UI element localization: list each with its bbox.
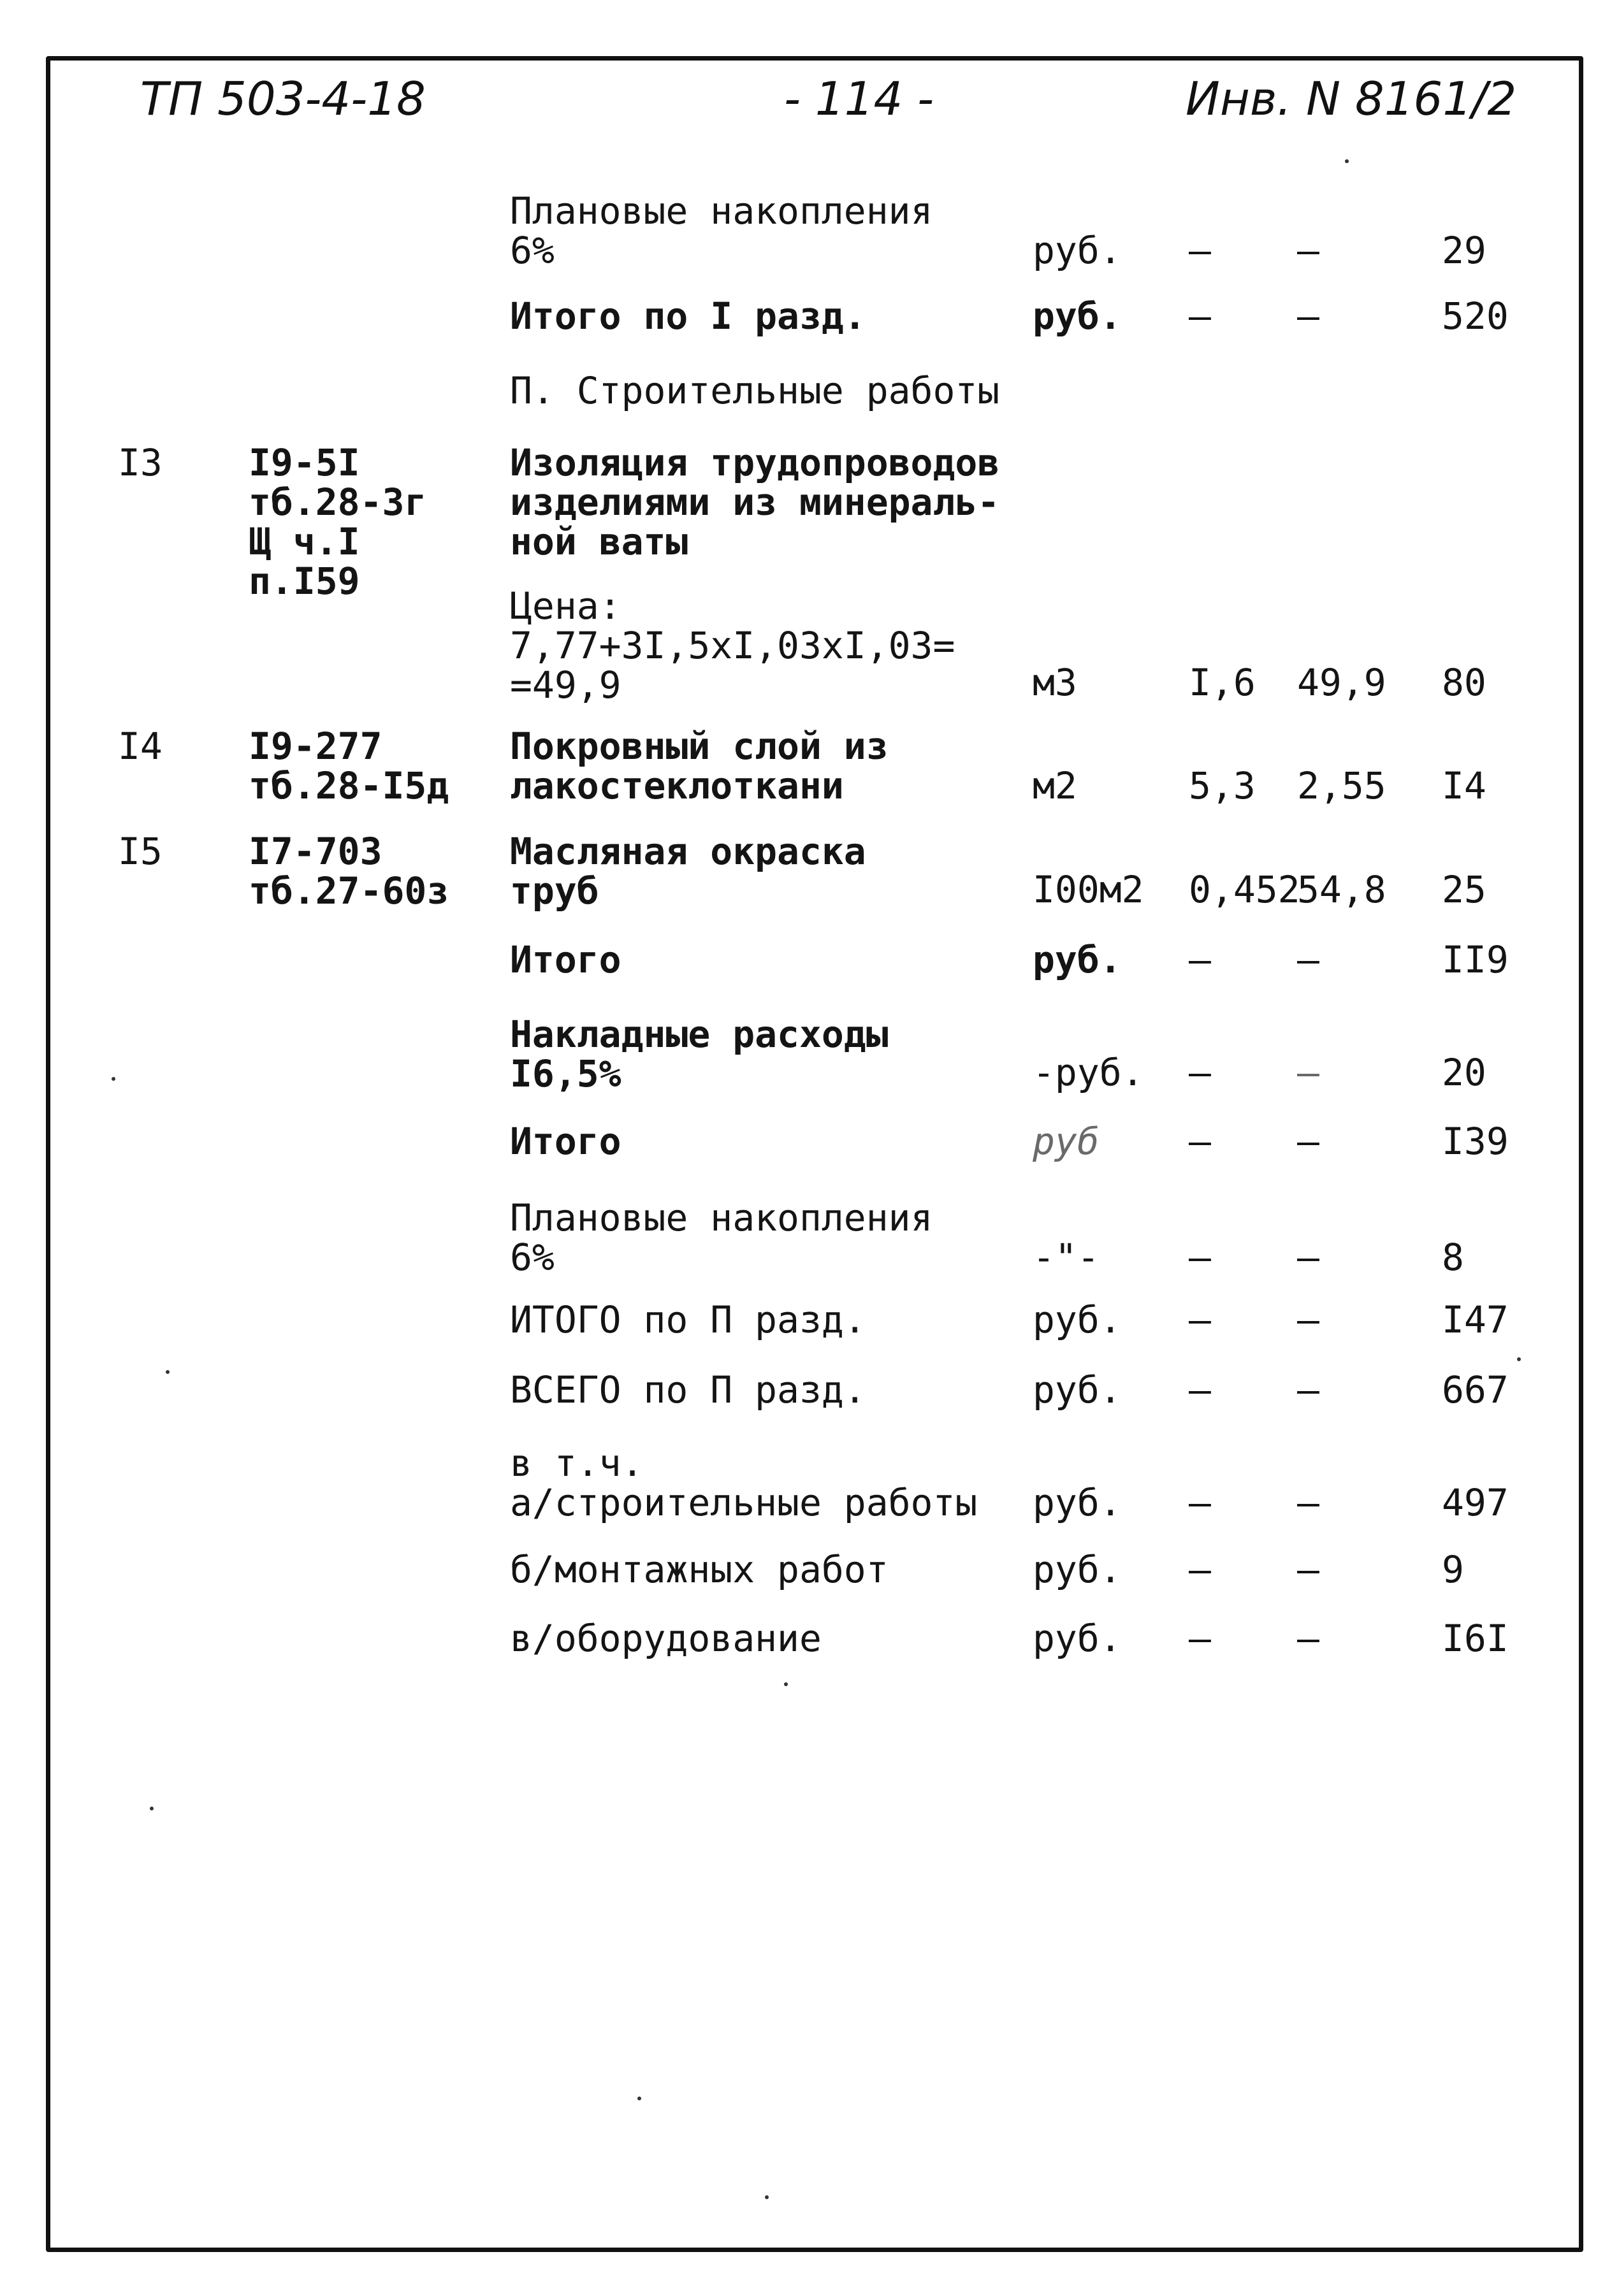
row-unit-price: – (1297, 938, 1319, 981)
row-total: 520 (1442, 294, 1509, 338)
row-unit: руб. (1033, 229, 1122, 272)
row-quantity: – (1189, 1298, 1211, 1341)
row-description: Накладные расходы I6,5% (510, 1013, 889, 1095)
row-unit-price: 54,8 (1297, 868, 1386, 911)
row-quantity: – (1189, 1236, 1211, 1279)
row-total: I39 (1442, 1120, 1509, 1163)
row-number: I3 (118, 441, 163, 484)
row-quantity: – (1189, 1617, 1211, 1660)
row-unit-price: 2,55 (1297, 764, 1386, 807)
row-total: 497 (1442, 1481, 1509, 1524)
row-description: Плановые накопления 6% (510, 1196, 933, 1279)
scan-speck (112, 1077, 115, 1081)
row-quantity: 5,3 (1189, 764, 1256, 807)
row-quantity: I,6 (1189, 661, 1256, 704)
row-description: ИТОГО по П разд. (510, 1298, 866, 1341)
row-total: 8 (1442, 1236, 1464, 1279)
row-unit-price: – (1297, 1548, 1319, 1591)
row-total: 25 (1442, 868, 1486, 911)
row-quantity: – (1189, 294, 1211, 338)
scan-speck (637, 2097, 641, 2100)
row-description: Итого (510, 1120, 621, 1163)
row-quantity: – (1189, 938, 1211, 981)
row-unit: руб. (1033, 1298, 1122, 1341)
row-norm-code: I9-277 тб.28-I5д (249, 725, 449, 807)
row-number: I4 (118, 725, 163, 768)
row-unit-price: – (1297, 1051, 1319, 1094)
row-quantity: – (1189, 1368, 1211, 1412)
row-total: I47 (1442, 1298, 1509, 1341)
row-unit: руб. (1033, 1368, 1122, 1412)
row-description: Изоляция трудопроводов изделиями из минераль- ной ваты (510, 441, 1000, 563)
row-unit-price: 49,9 (1297, 661, 1386, 704)
row-quantity: – (1189, 1051, 1211, 1094)
row-quantity: – (1189, 1120, 1211, 1163)
row-description: в т.ч. а/строительные работы (510, 1441, 978, 1524)
row-total: I4 (1442, 764, 1486, 807)
row-norm-code: I7-703 тб.27-60з (249, 830, 449, 913)
row-unit-price: – (1297, 1481, 1319, 1524)
row-unit: -руб. (1033, 1051, 1144, 1094)
row-total: 80 (1442, 661, 1486, 704)
row-total: 29 (1442, 229, 1486, 272)
row-quantity: – (1189, 229, 1211, 272)
row-unit: руб. (1033, 1548, 1122, 1591)
row-total: II9 (1442, 938, 1509, 981)
row-quantity: – (1189, 1548, 1211, 1591)
row-quantity: 0,452 (1189, 868, 1300, 911)
row-description: Итого по I разд. (510, 294, 866, 338)
row-unit: -"- (1033, 1236, 1100, 1279)
section-heading: П. Строительные работы (510, 369, 1000, 412)
row-total: I6I (1442, 1617, 1509, 1660)
row-unit: м2 (1033, 764, 1077, 807)
row-unit: руб. (1033, 1617, 1122, 1660)
scan-speck (166, 1370, 170, 1374)
row-number: I5 (118, 830, 163, 873)
row-unit: руб. (1033, 938, 1122, 981)
row-description: Покровный слой из лакостеклоткани (510, 725, 889, 807)
price-calculation: Цена: 7,77+3I,5хI,03хI,03= =49,9 (510, 584, 955, 707)
scan-speck (765, 2195, 769, 2199)
document-code: ТП 503-4-18 (140, 72, 426, 126)
page-number: - 114 - (784, 72, 934, 126)
row-unit-price: – (1297, 1236, 1319, 1279)
row-unit: I00м2 (1033, 868, 1144, 911)
row-norm-code: I9-5I тб.28-3г Щ ч.I п.I59 (249, 441, 427, 603)
row-quantity: – (1189, 1481, 1211, 1524)
row-description: в/оборудование (510, 1617, 822, 1660)
row-unit: руб (1033, 1120, 1100, 1163)
row-description: ВСЕГО по П разд. (510, 1368, 866, 1412)
row-unit: м3 (1033, 661, 1077, 704)
row-unit-price: – (1297, 229, 1319, 272)
row-unit: руб. (1033, 1481, 1122, 1524)
inventory-number: Инв. N 8161/2 (1186, 72, 1517, 126)
row-unit-price: – (1297, 1368, 1319, 1412)
scan-speck (150, 1807, 154, 1810)
row-unit-price: – (1297, 1298, 1319, 1341)
row-total: 667 (1442, 1368, 1509, 1412)
row-description: Плановые накопления 6% (510, 189, 933, 272)
row-unit-price: – (1297, 1617, 1319, 1660)
row-description: Масляная окраска труб (510, 830, 866, 913)
scan-speck (784, 1682, 788, 1686)
scan-speck (1345, 159, 1349, 163)
row-total: 9 (1442, 1548, 1464, 1591)
row-unit-price: – (1297, 294, 1319, 338)
row-unit-price: – (1297, 1120, 1319, 1163)
scan-speck (1517, 1357, 1521, 1361)
row-description: б/монтажных работ (510, 1548, 889, 1591)
row-total: 20 (1442, 1051, 1486, 1094)
row-description: Итого (510, 938, 621, 981)
row-unit: руб. (1033, 294, 1122, 338)
